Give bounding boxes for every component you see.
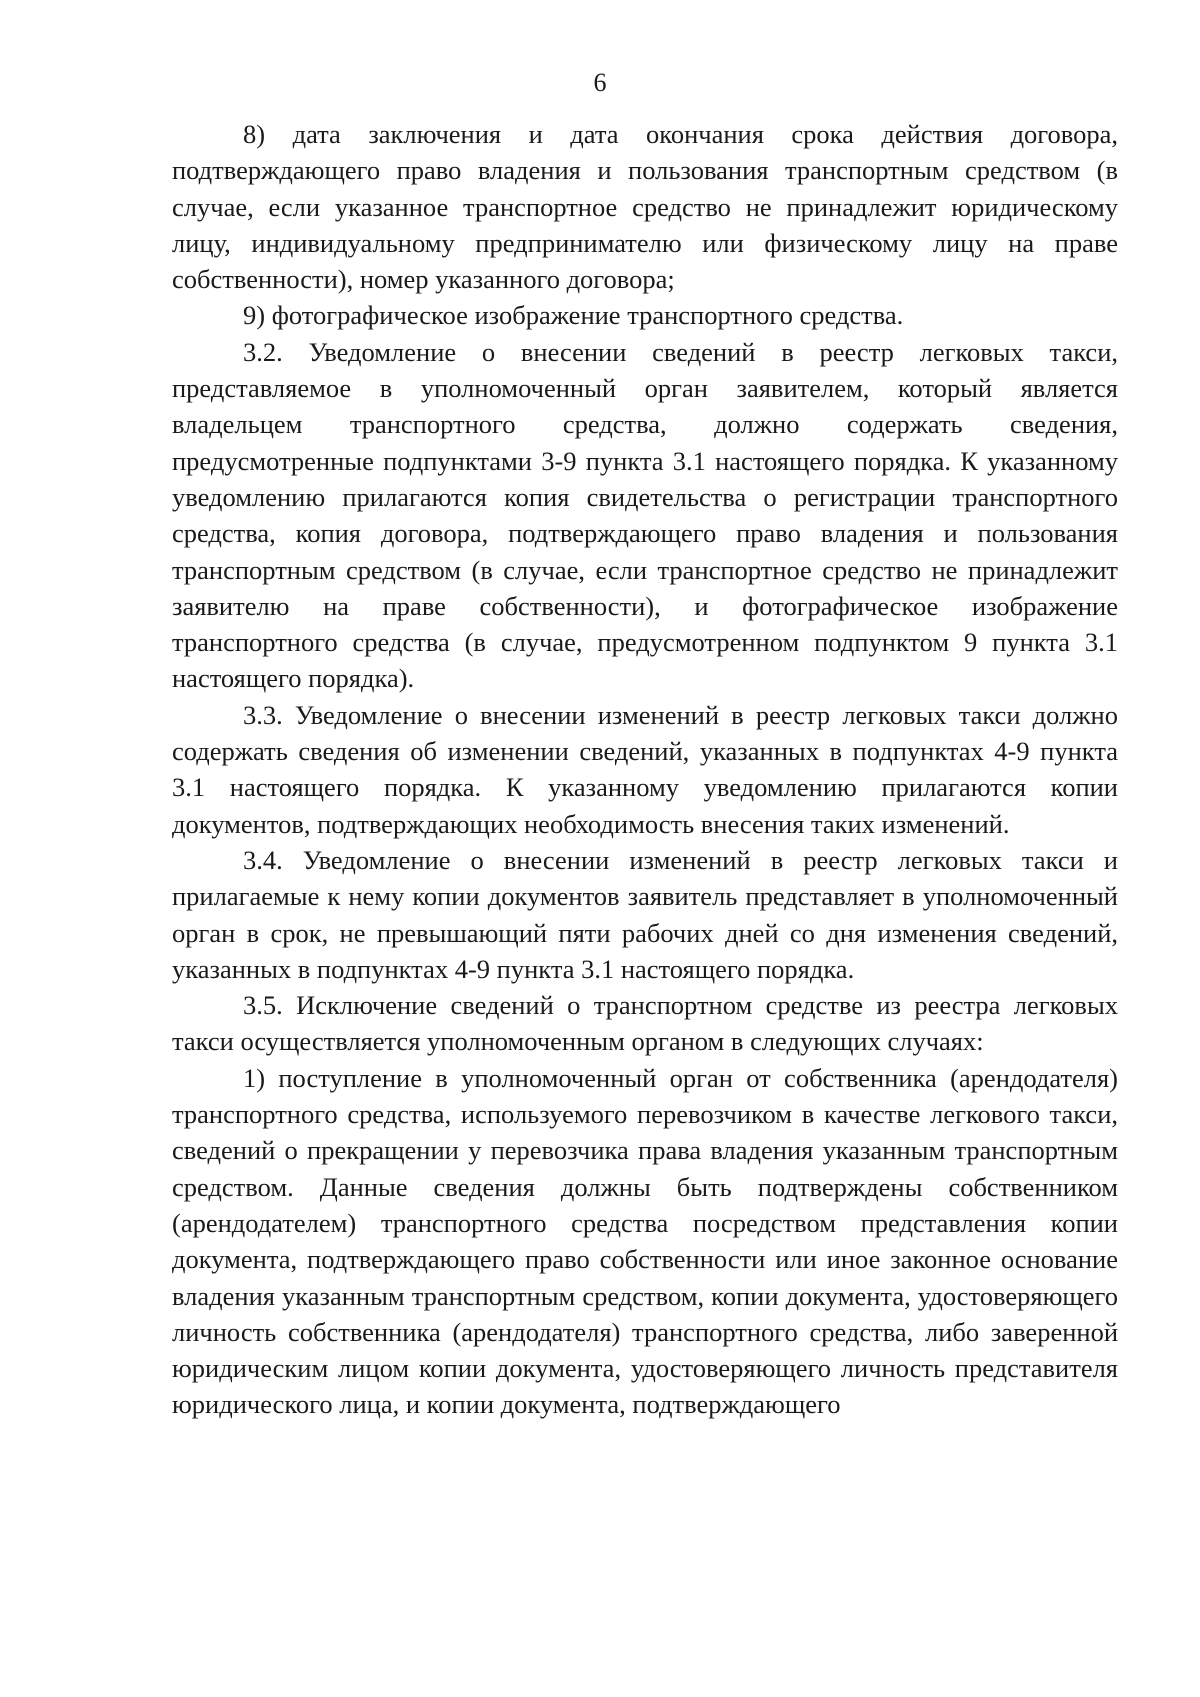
page-number: 6 (593, 68, 607, 97)
paragraph-item-8: 8) дата заключения и дата окончания срока действия договора, подтверждающего право владения и пользования транспортным средством (в случае, если указанное транспортное средство не принадлежит юридическому лицу, индивидуальному предпринимателю или физическому лицу на праве собственности), номер указанного договора; (172, 119, 1118, 295)
paragraph-3-3: 3.3. Уведомление о внесении изменений в реестр легковых такси должно содержать сведения об изменении сведений, указанных в подпунктах 4-9 пункта 3.1 настоящего порядка. К указанному уведомлению прилагаются копии документов, подтверждающих необходимость внесения таких изменений. (172, 699, 1118, 839)
paragraph-3-5-item-1: 1) поступление в уполномоченный орган от собственника (арендодателя) транспортного средства, используемого перевозчиком в качестве легкового такси, сведений о прекращении у перевозчика права владения указанным транспортным средством. Данные сведения должны быть подтверждены собственником (арендодателем) транспортного средства посредством представления копии документа, подтверждающего право собственности или иное законное основание владения указанным транспортным средством, копии документа, удостоверяющего личность собственника (арендодателя) транспортного средства, либо заверенной юридическим лицом копии документа, удостоверяющего личность представителя юридического лица, и копии документа, подтверждающего (172, 1062, 1118, 1420)
paragraph-3-4: 3.4. Уведомление о внесении изменений в реестр легковых такси и прилагаемые к нему копии документов заявитель представляет в уполномоченный орган в срок, не превышающий пяти рабочих дней со дня изменения сведений, указанных в подпунктах 4-9 пункта 3.1 настоящего порядка. (172, 844, 1118, 984)
paragraph-3-2: 3.2. Уведомление о внесении сведений в реестр легковых такси, представляемое в уполномоченный орган заявителем, который является владельцем транспортного средства, должно содержать сведения, предусмотренные подпунктами 3-9 пункта 3.1 настоящего порядка. К указанному уведомлению прилагаются копия свидетельства о регистрации транспортного средства, копия договора, подтверждающего право владения и пользования транспортным средством (в случае, если транспортное средство не принадлежит заявителю на праве собственности), и фотографическое изображение транспортного средства (в случае, предусмотренном подпунктом 9 пункта 3.1 настоящего порядка). (172, 336, 1118, 694)
paragraph-3-5: 3.5. Исключение сведений о транспортном средстве из реестра легковых такси осуществляется уполномоченным органом в следующих случаях: (172, 990, 1118, 1057)
paragraph-item-9: 9) фотографическое изображение транспортного средства. (243, 300, 904, 331)
document-body (172, 116, 1118, 1423)
